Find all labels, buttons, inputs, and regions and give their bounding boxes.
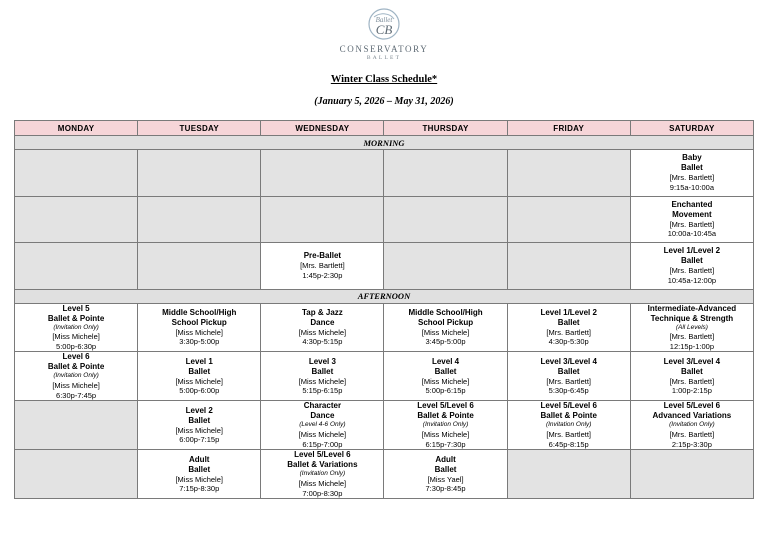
class-time: 1:00p-2:15p — [671, 386, 712, 396]
class-time: 6:00p-7:15p — [179, 435, 220, 445]
class-time: 1:45p-2:30p — [302, 270, 343, 280]
class-name: Ballet — [311, 366, 334, 376]
class-time: 5:00p-6:00p — [179, 386, 220, 396]
class-name: Adult — [189, 454, 210, 464]
class-name: Ballet & Pointe — [47, 313, 105, 323]
table-row — [15, 352, 754, 401]
empty-slot — [15, 196, 138, 243]
empty-slot — [507, 150, 630, 197]
brand-name: CONSERVATORY — [339, 44, 429, 54]
class-slot — [384, 450, 507, 499]
column-header-friday: FRIDAY — [507, 121, 630, 136]
class-instructor: [Miss Michele] — [298, 376, 347, 386]
class-note: (Level 4-6 Only) — [299, 421, 346, 429]
class-slot — [15, 352, 138, 401]
class-name: School Pickup — [171, 317, 227, 327]
class-name: Dance — [310, 411, 335, 421]
class-name: Ballet & Pointe — [47, 362, 105, 372]
table-head — [15, 121, 754, 136]
class-name: Ballet — [434, 464, 457, 474]
section-row — [15, 136, 754, 150]
class-name: Ballet & Pointe — [417, 411, 474, 421]
empty-slot — [138, 150, 261, 197]
table-row — [15, 450, 754, 499]
table-row — [15, 303, 754, 352]
class-slot — [261, 303, 384, 352]
class-slot — [15, 303, 138, 352]
class-name: Ballet — [188, 366, 211, 376]
class-time: 4:30p-5:30p — [548, 337, 589, 347]
class-name: Ballet — [188, 415, 211, 425]
class-name: Advanced Variations — [652, 411, 732, 421]
class-slot — [384, 303, 507, 352]
class-time: 10:00a-10:45a — [667, 229, 717, 239]
table-row — [15, 243, 754, 290]
class-time: 9:15a-10:00a — [669, 182, 714, 192]
class-name: Level 5 — [62, 303, 90, 313]
empty-slot — [384, 196, 507, 243]
class-time: 5:15p-6:15p — [302, 386, 343, 396]
class-name: Ballet — [680, 256, 703, 265]
class-slot — [138, 401, 261, 450]
class-note: (Invitation Only) — [53, 372, 99, 380]
class-slot — [630, 303, 753, 352]
class-instructor: [Miss Michele] — [175, 474, 223, 484]
class-slot — [630, 352, 753, 401]
class-name: Level 3/Level 4 — [540, 356, 597, 366]
class-time: 7:00p-8:30p — [302, 488, 343, 498]
class-slot — [138, 352, 261, 401]
empty-slot — [15, 401, 138, 450]
class-instructor: [Miss Michele] — [52, 331, 100, 341]
empty-slot — [15, 150, 138, 197]
class-slot — [261, 450, 384, 499]
class-name: Level 2 — [185, 405, 213, 415]
class-time: 5:00p-6:30p — [56, 341, 97, 351]
class-name: Technique & Strength — [650, 313, 734, 323]
class-name: Pre-Ballet — [303, 251, 342, 260]
class-slot — [630, 401, 753, 450]
class-name: Level 5/Level 6 — [663, 401, 721, 411]
class-slot — [630, 243, 753, 290]
class-slot — [138, 303, 261, 352]
column-header-wednesday: WEDNESDAY — [261, 121, 384, 136]
class-time: 12:15p-1:00p — [669, 341, 714, 351]
class-time: 2:15p-3:30p — [671, 439, 712, 449]
class-name: Level 1/Level 2 — [540, 307, 597, 317]
class-time: 3:45p-5:00p — [425, 337, 466, 347]
class-slot — [138, 450, 261, 499]
empty-slot — [507, 450, 630, 499]
class-note: (Invitation Only) — [299, 470, 346, 478]
class-instructor: [Miss Yael] — [427, 474, 464, 484]
section-row — [15, 289, 754, 303]
class-time: 3:30p-5:00p — [179, 337, 220, 347]
column-header-tuesday: TUESDAY — [138, 121, 261, 136]
class-name: Baby — [682, 153, 702, 162]
svg-text:Ballet: Ballet — [375, 16, 393, 24]
empty-slot — [15, 243, 138, 290]
class-instructor: [Miss Michele] — [175, 327, 223, 337]
class-time: 5:00p-6:15p — [425, 386, 466, 396]
class-name: Level 3/Level 4 — [663, 356, 721, 366]
class-name: Middle School/High — [408, 307, 483, 317]
class-instructor: [Miss Michele] — [298, 429, 347, 439]
class-slot — [630, 150, 753, 197]
class-note: (Invitation Only) — [422, 421, 469, 429]
class-slot — [384, 401, 507, 450]
date-range: (January 5, 2026 – May 31, 2026) — [314, 96, 454, 107]
class-name: Movement — [672, 209, 712, 219]
column-header-saturday: SATURDAY — [630, 121, 753, 136]
class-time: 4:30p-5:15p — [302, 337, 343, 347]
class-name: Adult — [435, 454, 456, 464]
class-time: 6:15p-7:00p — [302, 439, 343, 449]
class-instructor: [Miss Michele] — [298, 478, 347, 488]
class-time: 6:30p-7:45p — [56, 390, 97, 400]
class-name: Level 1 — [185, 356, 213, 366]
empty-slot — [138, 243, 261, 290]
empty-slot — [384, 150, 507, 197]
document-header — [14, 0, 754, 107]
class-instructor: [Miss Michele] — [175, 376, 223, 386]
class-instructor: [Mrs. Bartlett] — [669, 266, 715, 275]
class-time: 6:15p-7:30p — [425, 439, 466, 449]
empty-slot — [138, 196, 261, 243]
class-name: Intermediate-Advanced — [647, 303, 737, 313]
class-name: Ballet — [557, 317, 580, 327]
class-slot — [507, 352, 630, 401]
class-instructor: [Mrs. Bartlett] — [669, 429, 715, 439]
empty-slot — [630, 450, 753, 499]
class-name: Level 5/Level 6 — [294, 450, 351, 460]
class-note: (Invitation Only) — [545, 421, 592, 429]
table-row — [15, 196, 754, 243]
class-name: Middle School/High — [162, 307, 237, 317]
class-name: Ballet — [680, 163, 703, 172]
class-time: 7:30p-8:45p — [425, 484, 466, 494]
class-name: Ballet & Pointe — [540, 411, 597, 421]
class-instructor: [Miss Michele] — [298, 327, 347, 337]
class-note: (Invitation Only) — [669, 421, 715, 429]
class-instructor: [Miss Michele] — [421, 429, 470, 439]
class-instructor: [Mrs. Bartlett] — [546, 429, 591, 439]
class-slot — [507, 303, 630, 352]
class-time: 6:45p-8:15p — [548, 439, 589, 449]
class-time: 10:45a-12:00p — [667, 275, 717, 285]
class-instructor: [Mrs. Bartlett] — [546, 327, 591, 337]
class-instructor: [Mrs. Bartlett] — [546, 376, 591, 386]
class-name: Tap & Jazz — [302, 307, 343, 317]
class-instructor: [Mrs. Bartlett] — [669, 331, 715, 341]
table-body — [15, 136, 754, 499]
class-instructor: [Mrs. Bartlett] — [300, 261, 345, 270]
class-name: Dance — [310, 317, 335, 327]
class-note: (All Levels) — [675, 323, 708, 331]
column-header-thursday: THURSDAY — [384, 121, 507, 136]
table-row — [15, 150, 754, 197]
svg-text:CB: CB — [375, 22, 393, 37]
empty-slot — [15, 450, 138, 499]
class-instructor: [Mrs. Bartlett] — [669, 173, 715, 182]
class-time: 5:30p-6:45p — [548, 386, 589, 396]
class-name: Enchanted — [671, 199, 713, 209]
class-name: Ballet — [557, 366, 580, 376]
class-slot — [261, 401, 384, 450]
class-instructor: [Miss Michele] — [421, 327, 470, 337]
class-name: Character — [303, 401, 342, 411]
class-instructor: [Mrs. Bartlett] — [669, 376, 715, 386]
class-schedule-table — [14, 120, 754, 499]
class-name: School Pickup — [417, 317, 474, 327]
class-name: Level 6 — [62, 352, 90, 362]
class-time: 7:15p-8:30p — [179, 484, 220, 494]
header-row — [15, 121, 754, 136]
empty-slot — [507, 196, 630, 243]
section-label: MORNING — [15, 136, 754, 150]
class-instructor: [Miss Michele] — [52, 380, 100, 390]
class-slot — [261, 352, 384, 401]
class-slot — [384, 352, 507, 401]
empty-slot — [507, 243, 630, 290]
class-slot — [507, 401, 630, 450]
class-name: Level 3 — [308, 356, 336, 366]
class-instructor: [Miss Michele] — [421, 376, 470, 386]
class-name: Level 5/Level 6 — [540, 401, 597, 411]
column-header-monday: MONDAY — [15, 121, 138, 136]
class-note: (Invitation Only) — [53, 323, 99, 331]
class-slot — [261, 243, 384, 290]
conservatory-ballet-logo-icon — [362, 8, 406, 42]
class-name: Ballet — [680, 366, 703, 376]
empty-slot — [261, 196, 384, 243]
class-slot — [630, 196, 753, 243]
section-label: AFTERNOON — [15, 289, 754, 303]
page-title: Winter Class Schedule* — [330, 74, 438, 85]
empty-slot — [261, 150, 384, 197]
table-row — [15, 401, 754, 450]
class-instructor: [Miss Michele] — [175, 425, 223, 435]
brand-subtitle: BALLET — [366, 55, 402, 61]
empty-slot — [384, 243, 507, 290]
class-name: Level 5/Level 6 — [417, 401, 474, 411]
class-name: Ballet & Variations — [287, 460, 358, 470]
class-name: Ballet — [434, 366, 457, 376]
class-name: Level 4 — [431, 356, 460, 366]
class-instructor: [Mrs. Bartlett] — [669, 219, 715, 229]
class-name: Level 1/Level 2 — [663, 246, 721, 255]
class-name: Ballet — [188, 464, 211, 474]
